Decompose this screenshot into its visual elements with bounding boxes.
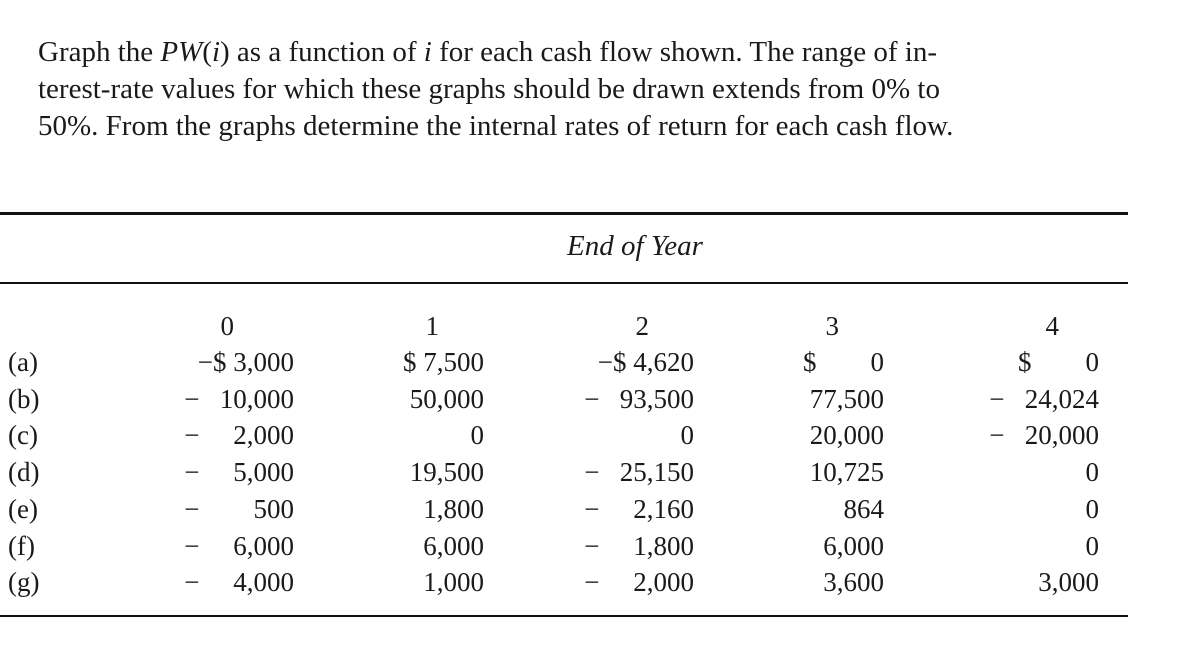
- column-header-year-0: 0: [220, 311, 234, 341]
- table-cell: 77,500: [809, 383, 884, 414]
- table-cell: 6,000: [423, 530, 484, 561]
- table-cell: −$ 3,000: [197, 347, 294, 377]
- column-header-year-2: 2: [635, 311, 649, 341]
- row-label: (c): [8, 420, 38, 451]
- table-top-rule: [0, 212, 1128, 215]
- problem-line-3: 50%. From the graphs determine the internal rates of return for each cash flow.: [38, 110, 954, 142]
- table-header-rule: [0, 282, 1128, 284]
- table-cell: 1,000: [423, 567, 484, 598]
- table-cell: 6,000: [823, 530, 884, 561]
- table-cell: 3,600: [823, 567, 884, 598]
- table-cell: 10,725: [809, 457, 884, 488]
- table-cell: 0: [1085, 457, 1099, 488]
- table-cell: 3,000: [1038, 567, 1099, 598]
- table-cell: − 500: [184, 493, 294, 524]
- table-cell: − 6,000: [184, 530, 294, 561]
- table-cell: − 25,150: [584, 457, 694, 488]
- row-label: (d): [8, 457, 40, 488]
- problem-line-2: terest-rate values for which these graphs should be drawn extends from 0% to: [38, 73, 940, 105]
- table-cell: $ 7,500: [403, 347, 484, 377]
- column-header-year-1: 1: [425, 311, 439, 341]
- problem-statement: [38, 34, 1168, 145]
- table-cell: 50,000: [409, 383, 484, 414]
- row-label: (e): [8, 493, 38, 524]
- table-cell: − 4,000: [184, 567, 294, 598]
- table-heading: End of Year: [567, 230, 703, 262]
- table-cell: − 2,000: [584, 567, 694, 598]
- table-bottom-rule: [0, 615, 1128, 617]
- table-cell: − 2,000: [184, 420, 294, 451]
- table-cell: 19,500: [409, 457, 484, 488]
- row-label: (b): [8, 383, 40, 414]
- row-label: (f): [8, 530, 35, 561]
- table-cell: − 1,800: [584, 530, 694, 561]
- table-cell: − 10,000: [184, 383, 294, 414]
- table-cell: 20,000: [809, 420, 884, 451]
- table-cell: 0: [1085, 530, 1099, 561]
- table-cell: − 2,160: [584, 493, 694, 524]
- problem-line-1: Graph the PW(i) as a function of i for each cash flow shown. The range of in-: [38, 36, 938, 68]
- table-cell: 0: [1085, 493, 1099, 524]
- row-label: (g): [8, 567, 40, 598]
- table-cell: − 5,000: [184, 457, 294, 488]
- table-cell: −$ 4,620: [597, 347, 694, 377]
- table-cell: − 20,000: [989, 420, 1099, 451]
- table-cell: $ 0: [1018, 347, 1099, 377]
- row-label: (a): [8, 347, 38, 377]
- column-header-year-4: 4: [1045, 311, 1059, 341]
- column-header-year-3: 3: [825, 311, 839, 341]
- table-cell: − 93,500: [584, 383, 694, 414]
- table-cell: − 24,024: [989, 383, 1099, 414]
- table-cell: 864: [843, 493, 884, 524]
- table-cell: 0: [680, 420, 694, 451]
- table-cell: $ 0: [803, 347, 884, 377]
- table-cell: 0: [470, 420, 484, 451]
- table-cell: 1,800: [423, 493, 484, 524]
